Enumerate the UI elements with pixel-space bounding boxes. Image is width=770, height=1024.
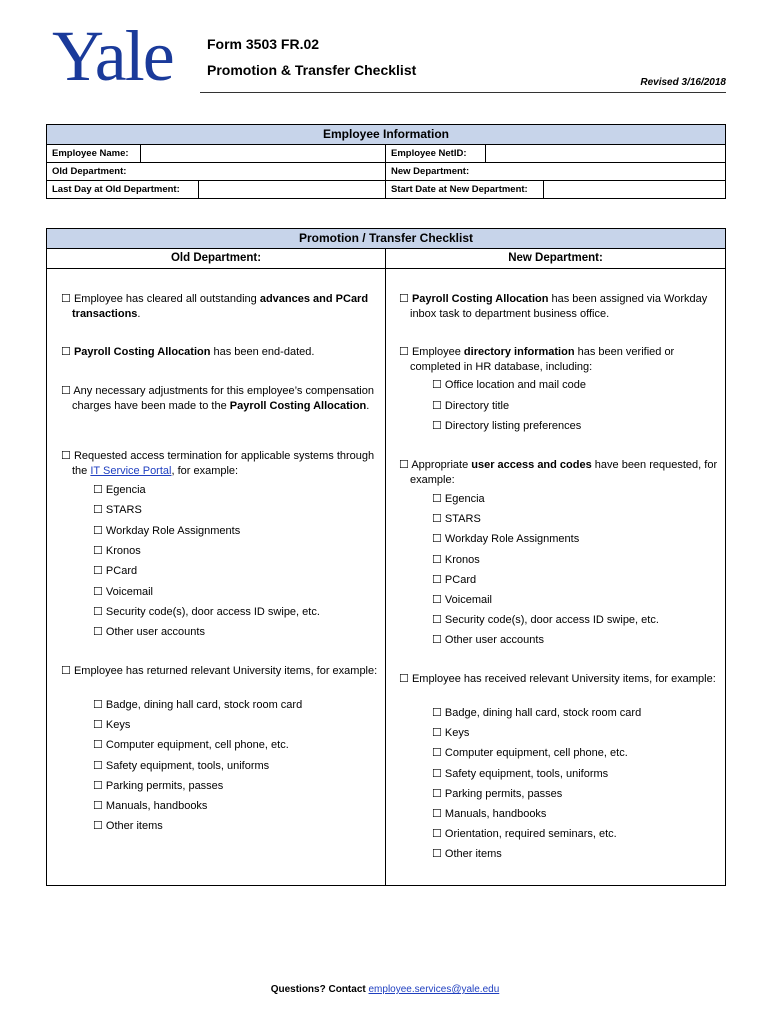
checklist-subitem[interactable]	[93, 799, 207, 814]
checkbox-icon[interactable]: ☐	[61, 450, 71, 462]
checkbox-icon[interactable]: ☐	[93, 739, 106, 752]
checkbox-icon[interactable]: ☐	[93, 484, 106, 496]
checkbox-icon[interactable]: ☐	[61, 665, 71, 677]
new-department-heading: New Department:	[508, 252, 603, 264]
employee-netid-label: Employee NetID:	[386, 145, 486, 162]
subitem-label: STARS	[444, 513, 481, 526]
checklist-title: Promotion / Transfer Checklist	[47, 229, 725, 249]
checklist-subitem[interactable]	[93, 524, 240, 539]
checkbox-icon[interactable]: ☐	[61, 385, 71, 397]
subitem-label: Kronos	[105, 544, 141, 557]
subitem-label: Safety equipment, tools, uniforms	[105, 759, 270, 772]
old-department-label: Old Department:	[47, 163, 386, 180]
new-received-item[interactable]: ☐ Employee has received relevant University items, for example:	[399, 673, 716, 685]
checklist-subitem[interactable]	[432, 827, 617, 842]
old-returned-item[interactable]: ☐ Employee has returned relevant University items, for example:	[61, 665, 378, 677]
subitem-label: Directory listing preferences	[444, 420, 582, 432]
revised-date: Revised 3/16/2018	[640, 77, 726, 88]
checklist-subitem[interactable]	[432, 399, 509, 414]
checkbox-icon[interactable]: ☐	[432, 573, 445, 586]
checklist-subitem[interactable]	[93, 483, 146, 498]
subitem-label: Other user accounts	[105, 626, 205, 639]
old-department-heading: Old Department:	[47, 249, 386, 268]
subitem-label: Workday Role Assignments	[105, 524, 241, 537]
subitem-label: Parking permits, passes	[444, 787, 563, 800]
checklist-subitem[interactable]	[93, 544, 141, 559]
checkbox-icon[interactable]: ☐	[93, 719, 106, 732]
old-payroll-item[interactable]: ☐ Payroll Costing Allocation has been end-dated.	[61, 346, 315, 358]
start-date-field[interactable]	[544, 181, 725, 198]
subitem-label: STARS	[105, 504, 142, 517]
checkbox-icon[interactable]: ☐	[93, 504, 106, 517]
checkbox-icon[interactable]: ☐	[93, 565, 106, 578]
checklist-subitem[interactable]	[432, 633, 544, 648]
checklist-subitem[interactable]	[93, 564, 137, 579]
checkbox-icon[interactable]: ☐	[432, 767, 445, 780]
checkbox-icon[interactable]: ☐	[432, 808, 445, 820]
checkbox-icon[interactable]: ☐	[432, 533, 445, 546]
checkbox-icon[interactable]: ☐	[432, 399, 445, 412]
checklist-subitem[interactable]	[93, 759, 269, 774]
checklist-subitem[interactable]	[432, 573, 476, 588]
checkbox-icon[interactable]: ☐	[432, 828, 445, 841]
checkbox-icon[interactable]: ☐	[93, 544, 106, 557]
checkbox-icon[interactable]: ☐	[399, 673, 409, 685]
checkbox-icon[interactable]: ☐	[399, 459, 409, 471]
subitem-label: Security code(s), door access ID swipe, etc.	[105, 605, 320, 618]
subitem-label: Badge, dining hall card, stock room card	[105, 699, 303, 711]
subitem-label: Manuals, handbooks	[444, 808, 547, 820]
checkbox-icon[interactable]: ☐	[93, 779, 106, 792]
checkbox-icon[interactable]: ☐	[432, 747, 445, 760]
checkbox-icon[interactable]: ☐	[432, 787, 445, 800]
employee-info-table	[46, 124, 726, 199]
employee-info-title: Employee Information	[47, 125, 725, 145]
subitem-label: Computer equipment, cell phone, etc.	[105, 739, 289, 752]
subitem-label: Egencia	[105, 484, 146, 496]
subitem-label: Voicemail	[444, 594, 492, 606]
checklist-table	[46, 228, 726, 886]
checkbox-icon[interactable]: ☐	[61, 346, 71, 358]
info-row	[47, 145, 725, 163]
subitem-label: Security code(s), door access ID swipe, etc.	[444, 614, 659, 627]
checkbox-icon[interactable]: ☐	[93, 585, 106, 598]
checklist-subitem[interactable]	[93, 625, 205, 640]
checklist-subitem[interactable]	[93, 718, 130, 733]
subitem-label: Voicemail	[105, 585, 153, 598]
checklist-subitem[interactable]	[93, 819, 163, 834]
checkbox-icon[interactable]: ☐	[432, 848, 445, 861]
start-date-label: Start Date at New Department:	[386, 181, 544, 198]
subitem-label: PCard	[444, 573, 477, 586]
checklist-subitem[interactable]	[93, 698, 302, 713]
it-service-portal-link[interactable]: IT Service Portal	[90, 465, 172, 477]
subitem-label: Other user accounts	[444, 634, 544, 647]
checkbox-icon[interactable]: ☐	[432, 634, 445, 647]
footer-label: Questions? Contact	[270, 984, 369, 995]
subitem-label: Badge, dining hall card, stock room card	[444, 707, 642, 719]
checklist-subitem[interactable]	[93, 585, 153, 600]
footer	[0, 984, 770, 995]
checklist-subitem[interactable]	[432, 767, 608, 782]
checklist-subitem[interactable]	[432, 419, 581, 434]
last-day-field[interactable]	[199, 181, 386, 198]
subitem-label: Directory title	[444, 399, 510, 412]
checkbox-icon[interactable]: ☐	[432, 614, 445, 627]
checkbox-icon[interactable]: ☐	[93, 800, 106, 812]
checkbox-icon[interactable]: ☐	[432, 553, 445, 566]
subitem-label: Keys	[105, 719, 131, 732]
subitem-label: Workday Role Assignments	[444, 533, 580, 546]
checklist-subitem[interactable]	[432, 593, 492, 608]
checklist-subitem[interactable]	[93, 503, 142, 518]
checklist-subitem[interactable]	[432, 706, 641, 721]
checklist-subitem[interactable]	[432, 613, 659, 628]
checklist-subitem[interactable]	[432, 378, 586, 393]
checklist-subitem[interactable]	[432, 492, 485, 507]
column-divider	[385, 269, 386, 885]
last-day-label: Last Day at Old Department:	[47, 181, 199, 198]
checklist-subitem[interactable]	[432, 746, 628, 761]
new-payroll-item[interactable]: ☐ Payroll Costing Allocation has been assigned via Workday inbox task to department business office.	[399, 293, 708, 320]
checkbox-icon[interactable]: ☐	[93, 524, 106, 537]
subitem-label: Kronos	[444, 553, 480, 566]
checkbox-icon[interactable]: ☐	[432, 707, 445, 719]
employee-name-label: Employee Name:	[47, 145, 141, 162]
form-title: Promotion & Transfer Checklist	[207, 62, 417, 78]
new-department-label: New Department:	[391, 166, 470, 177]
header-rule	[200, 92, 726, 93]
subitem-label: Keys	[444, 727, 470, 740]
subitem-label: Other items	[444, 848, 502, 861]
checkbox-icon[interactable]: ☐	[399, 293, 409, 305]
checklist-subitem[interactable]	[432, 787, 562, 802]
checkbox-icon[interactable]: ☐	[432, 420, 445, 432]
yale-logo: Yale	[52, 16, 173, 96]
checkbox-icon[interactable]: ☐	[432, 594, 445, 606]
checkbox-icon[interactable]: ☐	[93, 605, 106, 618]
subitem-label: Office location and mail code	[444, 379, 586, 391]
checkbox-icon[interactable]: ☐	[61, 293, 71, 305]
checklist-subitem[interactable]	[93, 605, 320, 620]
old-advances-item[interactable]: ☐ Employee has cleared all outstanding advances and PCard transactions.	[61, 293, 369, 320]
subitem-label: Manuals, handbooks	[105, 800, 208, 812]
subitem-label: PCard	[105, 565, 138, 578]
employee-netid-field[interactable]	[486, 145, 725, 162]
checkbox-icon[interactable]: ☐	[432, 513, 445, 526]
email-link[interactable]: employee.services@yale.edu	[368, 984, 500, 995]
info-row	[47, 181, 725, 198]
checkbox-icon[interactable]: ☐	[432, 727, 445, 740]
checkbox-icon[interactable]: ☐	[399, 346, 409, 358]
checklist-subitem[interactable]	[432, 807, 546, 822]
checklist-subitem[interactable]	[432, 847, 502, 862]
checkbox-icon[interactable]: ☐	[432, 379, 445, 391]
checkbox-icon[interactable]: ☐	[93, 759, 106, 772]
checkbox-icon[interactable]: ☐	[432, 493, 445, 505]
checklist-subitem[interactable]	[432, 726, 469, 741]
subitem-label: Parking permits, passes	[105, 779, 224, 792]
old-adjustments-item[interactable]: ☐ Any necessary adjustments for this employee’s compensation charges have been made to the Payroll Costing Allocation.	[61, 385, 374, 412]
checkbox-icon[interactable]: ☐	[93, 820, 106, 833]
info-row	[47, 163, 725, 181]
new-directory-item[interactable]: ☐ Employee directory information has been verified or completed in HR database, including:	[399, 346, 675, 373]
checklist-subitem[interactable]	[432, 553, 480, 568]
new-access-item[interactable]: ☐ Appropriate user access and codes have been requested, for example:	[399, 459, 718, 486]
subitem-label: Safety equipment, tools, uniforms	[444, 767, 609, 780]
checklist-subitem[interactable]	[432, 512, 481, 527]
subitem-label: Orientation, required seminars, etc.	[444, 828, 617, 841]
checklist-subitem[interactable]	[93, 738, 289, 753]
column-headings	[47, 249, 725, 269]
subitem-label: Other items	[105, 820, 163, 833]
subitem-label: Computer equipment, cell phone, etc.	[444, 747, 628, 760]
subitem-label: Egencia	[444, 493, 485, 505]
checkbox-icon[interactable]: ☐	[93, 699, 106, 711]
employee-name-field[interactable]	[141, 145, 386, 162]
old-access-item[interactable]: ☐ Requested access termination for applicable systems through the IT Service Portal, for example:	[61, 450, 375, 477]
checkbox-icon[interactable]: ☐	[93, 626, 106, 639]
checklist-subitem[interactable]	[432, 532, 579, 547]
checklist-subitem[interactable]	[93, 779, 223, 794]
form-number: Form 3503 FR.02	[207, 36, 320, 52]
